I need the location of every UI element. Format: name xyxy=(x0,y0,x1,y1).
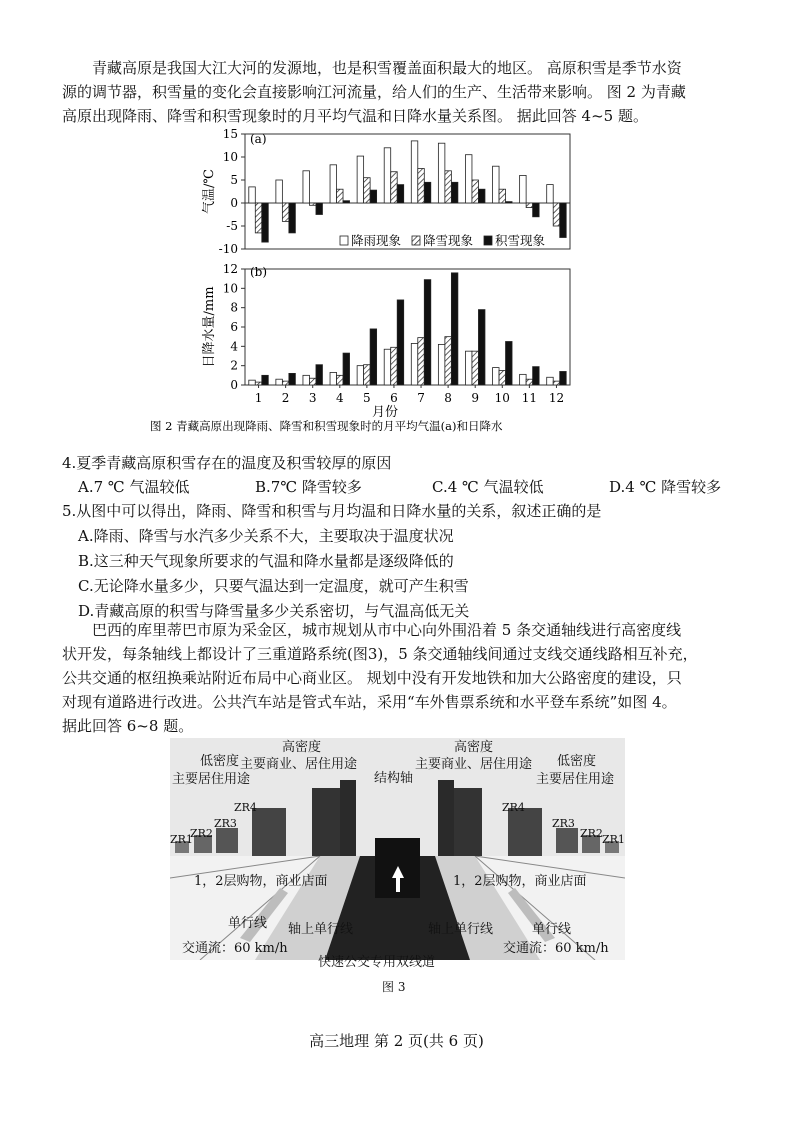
q5-option-d[interactable]: D.青藏高原的积雪与降雪量多少关系密切，与气温高低无关 xyxy=(78,602,470,620)
bar-rain-month-8 xyxy=(438,344,445,385)
bar-snow-month-2 xyxy=(282,381,289,385)
x-axis-label: 月份 xyxy=(371,405,399,420)
q5-option-b[interactable]: B.这三种天气现象所要求的气温和降水量都是逐级降低的 xyxy=(78,552,454,570)
y-axis-label: 气温/℃ xyxy=(202,169,217,214)
bar-snowcover-month-3 xyxy=(316,365,323,385)
bar-snow-month-2 xyxy=(282,203,289,221)
chart-panel-a xyxy=(202,127,570,256)
bar-rain-month-12 xyxy=(547,377,554,385)
oneway-left: 单行线 xyxy=(228,916,268,931)
bar-snow-month-1 xyxy=(255,382,262,385)
bar-rain-month-8 xyxy=(438,143,445,203)
bar-rain-month-12 xyxy=(547,185,554,203)
y-tick-label: 10 xyxy=(222,150,238,164)
bar-snowcover-month-8 xyxy=(451,273,458,385)
bar-snow-month-11 xyxy=(526,203,533,208)
intro-paragraph-2 xyxy=(62,618,752,738)
traffic-flow-left: 交通流：60 km/h xyxy=(182,941,288,956)
bar-snow-month-10 xyxy=(499,189,506,203)
bar-snow-month-5 xyxy=(364,365,371,385)
residential-right: 主要居住用途 xyxy=(536,772,615,787)
structure-axis-label: 结构轴 xyxy=(374,771,414,786)
bar-snowcover-month-9 xyxy=(478,189,485,203)
y-tick-label: 8 xyxy=(230,300,238,315)
intro-line-1: 青藏高原是我国大江大河的发源地，也是积雪覆盖面积最大的地区。 高原积雪是季节水资 xyxy=(92,59,682,77)
commercial-left: 主要商业、居住用途 xyxy=(240,757,358,772)
bar-snow-month-1 xyxy=(255,203,262,233)
zr4-right: ZR4 xyxy=(502,801,525,814)
bar-snowcover-month-12 xyxy=(560,371,567,385)
bar-rain-month-7 xyxy=(411,141,418,203)
x-tick-label: 3 xyxy=(308,391,317,405)
bar-snow-month-7 xyxy=(418,338,425,385)
x-tick-label: 9 xyxy=(471,391,480,405)
bar-snow-month-12 xyxy=(553,381,560,385)
legend-swatch-snow xyxy=(412,236,420,245)
question-4-stem: 4.夏季青藏高原积雪存在的温度及积雪较厚的原因 xyxy=(62,454,392,472)
bar-snow-month-9 xyxy=(472,351,479,385)
zr4-left: ZR4 xyxy=(234,801,257,814)
traffic-flow-right: 交通流：60 km/h xyxy=(503,941,609,956)
bar-rain-month-2 xyxy=(276,180,283,203)
bar-snowcover-month-2 xyxy=(289,373,296,385)
bar-snow-month-7 xyxy=(418,169,425,204)
zr3-right: ZR3 xyxy=(552,817,575,830)
bar-rain-month-5 xyxy=(357,366,364,385)
y-tick-label: -5 xyxy=(226,219,238,233)
y-tick-label: 2 xyxy=(230,358,238,373)
y-tick-label: 10 xyxy=(222,281,238,296)
bar-snow-month-8 xyxy=(445,337,452,385)
bar-rain-month-7 xyxy=(411,343,418,385)
zr1-left: ZR1 xyxy=(170,833,193,846)
figure-2-chart xyxy=(150,124,610,434)
x-tick-label: 1 xyxy=(254,391,263,405)
zr1-right: ZR1 xyxy=(602,833,625,846)
bar-snowcover-month-10 xyxy=(506,342,512,386)
bar-snow-month-6 xyxy=(391,347,398,385)
bar-snowcover-month-5 xyxy=(370,190,377,203)
x-tick-label: 2 xyxy=(281,391,290,405)
question-5-stem: 5.从图中可以得出，降雨、降雪和积雪与月均温和日降水量的关系，叙述正确的是 xyxy=(62,502,602,520)
plot-frame xyxy=(245,269,570,385)
y-tick-label: 15 xyxy=(222,127,238,141)
intro-line-3: 高原出现降雨、降雪和积雪现象时的月平均气温和日降水量关系图。 据此回答 4~5 题。 xyxy=(62,107,648,125)
high-density-right: 高密度 xyxy=(454,740,494,755)
y-tick-label: 4 xyxy=(230,339,238,354)
bar-snowcover-month-2 xyxy=(289,203,296,233)
bar-snow-month-4 xyxy=(337,375,344,385)
bar-snow-month-3 xyxy=(309,203,316,205)
bar-snowcover-month-1 xyxy=(262,203,269,242)
axis-oneway-left: 轴上单行线 xyxy=(288,922,354,937)
bar-snowcover-month-11 xyxy=(533,203,540,217)
bar-rain-month-4 xyxy=(330,372,337,385)
bar-snowcover-month-3 xyxy=(316,203,323,215)
bar-snow-month-4 xyxy=(337,189,344,203)
legend-label-snowcover: 积雪现象 xyxy=(495,233,546,248)
legend-label-snow: 降雪现象 xyxy=(423,233,474,248)
bar-rain-month-3 xyxy=(303,375,310,385)
bar-snowcover-month-10 xyxy=(506,202,512,203)
y-tick-label: 12 xyxy=(222,262,238,276)
zr2-right: ZR2 xyxy=(580,827,603,840)
legend-swatch-rain xyxy=(340,236,348,245)
figure-2-caption: 图 2 青藏高原出现降雨、降雪和积雪现象时的月平均气温(a)和日降水 xyxy=(150,419,503,433)
residential-left: 主要居住用途 xyxy=(172,772,251,787)
bar-snowcover-month-1 xyxy=(262,375,269,385)
legend-label-rain: 降雨现象 xyxy=(351,233,402,248)
bar-rain-month-1 xyxy=(249,380,256,385)
bar-snowcover-month-6 xyxy=(397,185,404,203)
figure-3-illustration xyxy=(170,738,625,960)
bar-snowcover-month-8 xyxy=(451,182,458,203)
low-density-left: 低密度 xyxy=(200,754,240,769)
intro2-line-4: 对现有道路进行改进。公共汽车站是管式车站，采用“车外售票系统和水平登车系统”如图 4。 xyxy=(62,693,677,711)
q4-option-d[interactable]: D.4 ℃ 降雪较多 xyxy=(609,478,722,496)
bar-snow-month-6 xyxy=(391,172,398,203)
y-tick-label: -10 xyxy=(218,242,238,256)
axis-oneway-right: 轴上单行线 xyxy=(428,922,494,937)
bar-snowcover-month-6 xyxy=(397,300,404,385)
bar-snow-month-11 xyxy=(526,379,533,385)
bar-snow-month-3 xyxy=(309,378,316,385)
bar-rain-month-1 xyxy=(249,187,256,203)
bar-rain-month-6 xyxy=(384,349,391,385)
page-footer: 高三地理 第 2 页(共 6 页) xyxy=(309,1032,484,1050)
bar-snow-month-9 xyxy=(472,180,479,203)
bar-rain-month-10 xyxy=(493,368,500,385)
bar-rain-month-6 xyxy=(384,148,391,203)
chart-legend xyxy=(340,233,546,248)
bar-rain-month-11 xyxy=(520,374,527,385)
high-density-left: 高密度 xyxy=(282,740,322,755)
intro2-line-1: 巴西的库里蒂巴市原为采金区，城市规划从市中心向外围沿着 5 条交通轴线进行高密度线 xyxy=(92,621,682,639)
bar-snowcover-month-12 xyxy=(560,203,567,238)
x-tick-label: 4 xyxy=(335,391,344,405)
bar-snow-month-8 xyxy=(445,171,452,203)
intro2-line-2: 状开发，每条轴线上都设计了三重道路系统(图3)，5 条交通轴线间通过支线交通线路相互补充， xyxy=(62,645,698,663)
bar-snowcover-month-4 xyxy=(343,201,350,203)
y-tick-label: 5 xyxy=(230,173,238,187)
panel-b-label: (b) xyxy=(250,265,268,279)
bar-rain-month-4 xyxy=(330,165,337,203)
bar-snowcover-month-5 xyxy=(370,329,377,385)
chart-panel-b xyxy=(201,262,570,405)
shops-left: 1，2层购物，商业店面 xyxy=(194,874,328,889)
bar-snow-month-5 xyxy=(364,178,371,203)
bar-snow-month-10 xyxy=(499,371,506,386)
zr3-left: ZR3 xyxy=(214,817,237,830)
x-tick-label: 10 xyxy=(494,391,510,405)
bar-rain-month-11 xyxy=(520,175,527,203)
bar-rain-month-2 xyxy=(276,379,283,385)
bar-snowcover-month-11 xyxy=(533,367,540,385)
bar-snowcover-month-4 xyxy=(343,353,350,385)
x-tick-label: 5 xyxy=(363,391,371,405)
legend-swatch-snowcover xyxy=(484,236,492,245)
bar-rain-month-3 xyxy=(303,171,310,203)
panel-a-label: (a) xyxy=(250,132,267,146)
bar-snowcover-month-7 xyxy=(424,182,431,203)
x-tick-label: 7 xyxy=(417,391,425,405)
x-tick-label: 12 xyxy=(548,391,565,405)
x-tick-label: 6 xyxy=(390,391,398,405)
bar-rain-month-9 xyxy=(465,351,472,385)
bar-snow-month-12 xyxy=(553,203,560,226)
intro-line-2: 源的调节器，积雪量的变化会直接影响江河流量，给人们的生产、生活带来影响。 图 2 为青藏 xyxy=(62,83,686,101)
q4-option-c[interactable]: C.4 ℃ 气温较低 xyxy=(432,478,544,496)
y-tick-label: 6 xyxy=(230,320,238,334)
bar-snowcover-month-9 xyxy=(478,310,485,385)
y-tick-label: 0 xyxy=(230,378,238,392)
bus-lane-label: 快速公交专用双线道 xyxy=(318,955,436,970)
q5-option-a[interactable]: A.降雨、降雪与水汽多少关系不大，主要取决于温度状况 xyxy=(78,527,454,545)
low-density-right: 低密度 xyxy=(557,754,597,769)
oneway-right: 单行线 xyxy=(532,922,572,937)
bar-rain-month-9 xyxy=(465,155,472,203)
commercial-right: 主要商业、居住用途 xyxy=(415,757,533,772)
x-tick-label: 11 xyxy=(521,391,538,405)
x-tick-label: 8 xyxy=(444,391,452,405)
bar-rain-month-5 xyxy=(357,156,364,203)
intro-paragraph xyxy=(62,56,742,128)
zr2-left: ZR2 xyxy=(190,827,213,840)
bar-rain-month-10 xyxy=(493,166,500,203)
q5-option-c[interactable]: C.无论降水量多少，只要气温达到一定温度，就可产生积雪 xyxy=(78,577,469,595)
bar-snowcover-month-7 xyxy=(424,280,431,385)
question-4-options xyxy=(78,475,786,499)
intro2-line-3: 公共交通的枢纽换乘站附近布局中心商业区。 规划中没有开发地铁和加大公路密度的建设，只 xyxy=(62,669,682,687)
y-tick-label: 0 xyxy=(230,196,238,210)
y-axis-label: 日降水量/mm xyxy=(202,286,217,368)
shops-right: 1，2层购物，商业店面 xyxy=(453,874,587,889)
intro2-line-5: 据此回答 6~8 题。 xyxy=(62,717,194,735)
figure-3-caption: 图 3 xyxy=(382,980,406,994)
q4-option-b[interactable]: B.7℃ 降雪较多 xyxy=(255,478,362,496)
q4-option-a[interactable]: A.7 ℃ 气温较低 xyxy=(78,478,190,496)
